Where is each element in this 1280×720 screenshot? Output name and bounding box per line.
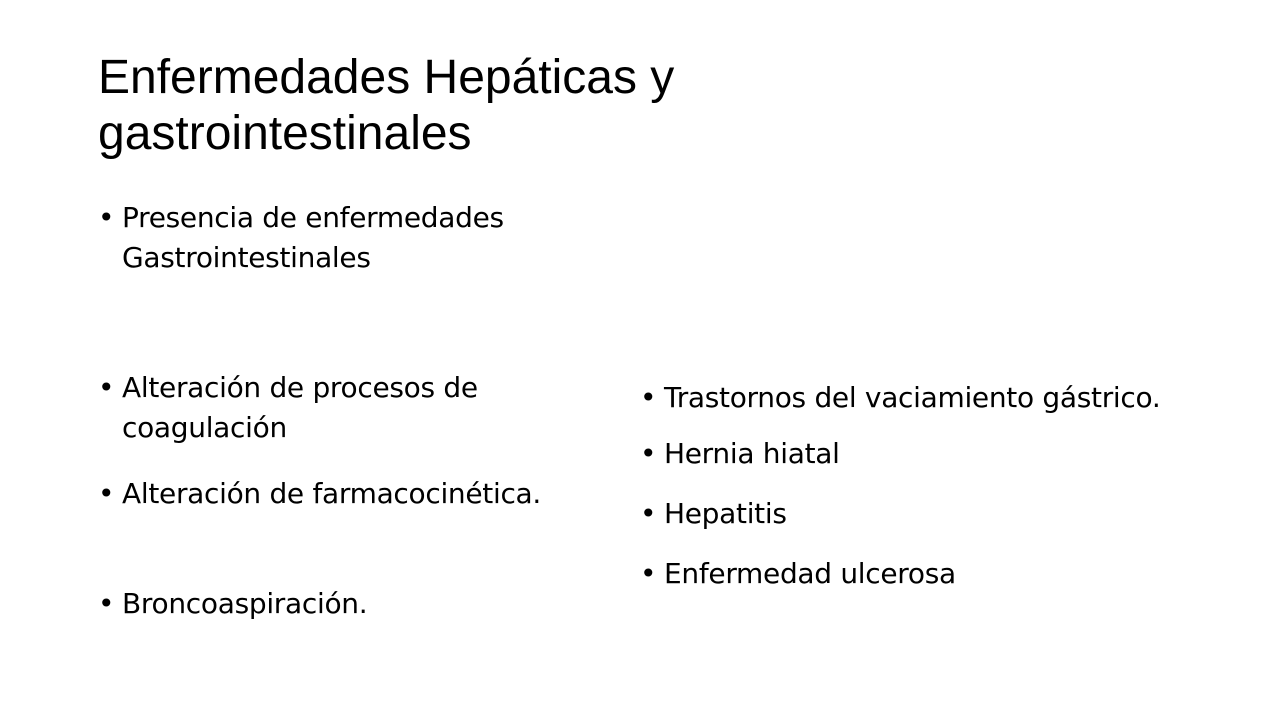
bullet-text: Hepatitis [664, 497, 787, 530]
bullet-marker: • [640, 557, 657, 590]
bullet-item [640, 554, 1200, 594]
bullet-text: Enfermedad ulcerosa [664, 557, 956, 590]
bullet-text: Hernia hiatal [664, 437, 840, 470]
bullet-text: Trastornos del vaciamiento gástrico. [664, 381, 1161, 414]
bullet-item [98, 474, 642, 514]
bullet-item [98, 584, 642, 624]
left-bullet-list [98, 198, 618, 638]
bullet-text: Alteración de farmacocinética. [122, 477, 542, 510]
bullet-item [640, 434, 1200, 474]
bullet-marker: • [98, 587, 115, 620]
bullet-item [640, 494, 1200, 534]
right-bullet-list [640, 378, 1200, 614]
bullet-text: Presencia de enfermedades Gastrointestinales [122, 201, 504, 274]
bullet-text: Alteración de procesos de coagulación [122, 371, 478, 444]
bullet-item [98, 198, 642, 278]
title-line-1: Enfermedades Hepáticas y [98, 51, 675, 104]
title-line-2: gastrointestinales [98, 107, 472, 160]
bullet-marker: • [98, 201, 115, 234]
bullet-item [640, 378, 1200, 418]
slide-title [98, 50, 1098, 162]
bullet-marker: • [640, 437, 657, 470]
bullet-marker: • [98, 477, 115, 510]
bullet-text: Broncoaspiración. [122, 587, 368, 620]
bullet-marker: • [640, 381, 657, 414]
bullet-marker: • [640, 497, 657, 530]
bullet-item [98, 368, 642, 448]
bullet-marker: • [98, 371, 115, 404]
